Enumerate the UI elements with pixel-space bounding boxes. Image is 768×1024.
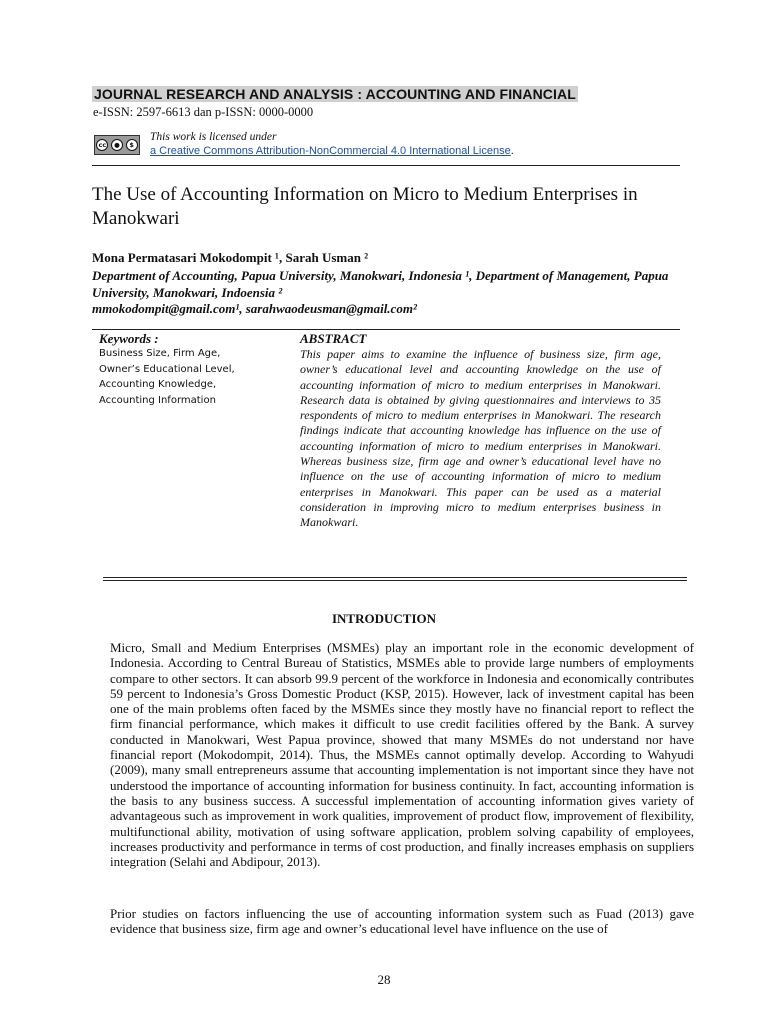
paper-title: The Use of Accounting Information on Micro to Medium Enterprises in Manokwari bbox=[92, 184, 638, 229]
license-link[interactable]: a Creative Commons Attribution-NonCommercial 4.0 International License bbox=[150, 145, 511, 157]
license-text: This work is licensed under bbox=[150, 131, 277, 143]
keyword-item: Accounting Information bbox=[99, 394, 216, 406]
abstract-top-divider bbox=[92, 329, 680, 330]
keywords-list bbox=[99, 346, 235, 408]
cc-circle-icon: cc bbox=[96, 139, 108, 151]
abstract-heading: ABSTRACT bbox=[300, 331, 367, 346]
keywords-heading: Keywords : bbox=[99, 331, 159, 346]
issn-line: e-ISSN: 2597-6613 dan p-ISSN: 0000-0000 bbox=[93, 105, 314, 119]
introduction-paragraph-1: Micro, Small and Medium Enterprises (MSMEs) play an important role in the economic development of Indonesia. According to Central Bureau of Statistics, MSMEs able to provide large numbers of employments compare to other sectors. It can absorb 99.9 percent of the workforce in Indonesia and economically contributes 59 percent to Indonesia’s Gross Domestic Product (KSP, 2015). However, lack of investment capital has been one of the main problems often faced by the MSMEs since they mostly have no financial report to reflect the firm financial performance, which makes it difficult to use credit facilities offered by the Bank. A survey conducted in Manokwari, West Papua province, showed that many MSMEs do not understand nor have financial report (Mokodompit, 2014). Thus, the MSMEs cannot optimally develop. According to Wahyudi (2009), many small entrepreneurs assume that accounting implementation is not important since they have not understood the importance of accounting information for business continuity. In fact, accounting information is the basis to any business success. A successful implementation of accounting information gives variety of advantageous such as improvement in work qualities, improvement of product flow, improvement of flexibility, multifunctional ability, motivation of using software application, problem solving capability of employees, increases productivity and performance in terms of cost production, and finally increases emphasis on suppliers integration (Selahi and Abdipour, 2013). bbox=[110, 640, 694, 870]
abstract-bottom-divider bbox=[103, 577, 687, 578]
keyword-item: Accounting Knowledge, bbox=[99, 379, 217, 390]
license-suffix: . bbox=[510, 145, 514, 157]
introduction-heading: INTRODUCTION bbox=[331, 611, 436, 626]
introduction-paragraph-2: Prior studies on factors influencing the use of accounting information system such as Fuad (2013) gave evidence that business size, firm age and owner’s educational level have influence on the use of bbox=[110, 906, 694, 937]
abstract-text: This paper aims to examine the influence of business size, firm age, owner’s educational level and accounting knowledge on the use of accounting information of micro to medium enterprises in Manokwari. Research data is obtained by giving questionnaires and interviews to 35 respondents of micro to medium enterprises in Manokwari. The research findings indicate that accounting knowledge has influence on the use of accounting information of micro to medium enterprises in Manokwari. Whereas business size, firm age and owner’s educational level have no influence on the use of accounting information of micro to medium enterprises in Manokwari. This paper can be used as a material consideration in improving micro to medium enterprises business in Manokwari. bbox=[300, 347, 661, 530]
page-number: 28 bbox=[377, 972, 391, 987]
paper-emails: mmokodompit@gmail.com¹, sarahwaodeusman@gmail.com² bbox=[92, 301, 417, 316]
keyword-item: Business Size, Firm Age, bbox=[99, 348, 221, 359]
keyword-item: Owner’s Educational Level, bbox=[99, 363, 235, 375]
license-line bbox=[150, 145, 514, 157]
creative-commons-by-nc-icon[interactable] bbox=[94, 135, 140, 155]
header-divider bbox=[92, 165, 680, 166]
paper-affiliations: Department of Accounting, Papua University, Manokwari, Indonesia ¹, Department of Management, Papua University, Manokwari, Indoensia ² bbox=[92, 268, 669, 300]
journal-title: JOURNAL RESEARCH AND ANALYSIS : ACCOUNTING AND FINANCIAL bbox=[94, 86, 576, 102]
nc-dollar-icon: $ bbox=[126, 139, 138, 151]
by-person-icon: ● bbox=[111, 139, 123, 151]
abstract-bottom-divider-2 bbox=[103, 580, 687, 581]
paper-authors: Mona Permatasari Mokodompit ¹, Sarah Usman ² bbox=[92, 250, 369, 265]
